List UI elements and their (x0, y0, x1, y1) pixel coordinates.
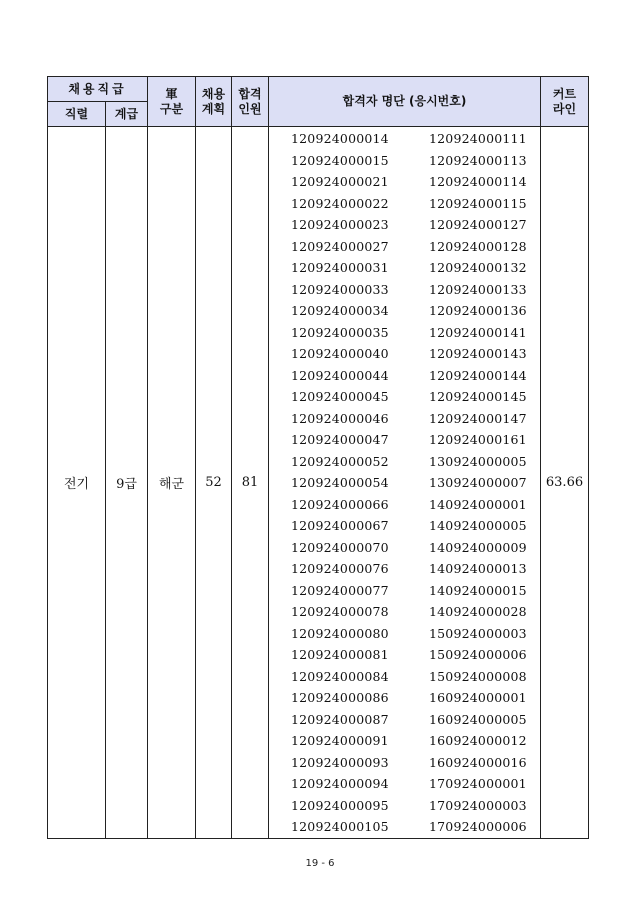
passer-number-right: 120924000113 (429, 152, 527, 168)
header-group: 채용직급 (48, 77, 148, 102)
passer-number-left: 120924000077 (291, 582, 389, 598)
passer-number-left: 120924000076 (291, 561, 389, 576)
cell-passed: 81 (232, 127, 269, 839)
passer-number-left: 120924000045 (291, 389, 389, 404)
header-branch (148, 77, 196, 127)
passer-number-right: 120924000141 (429, 324, 527, 340)
passer-number-left: 120924000044 (291, 367, 389, 383)
header-passed-label: 합격 인원 (238, 86, 262, 116)
roster-table (47, 76, 589, 839)
passer-number-right: 160924000001 (429, 690, 527, 705)
passer-number-left: 120924000040 (291, 346, 389, 361)
passer-number-left: 120924000034 (291, 303, 389, 318)
passer-number-left: 120924000087 (291, 711, 389, 727)
header-grade: 계급 (106, 102, 148, 127)
passer-number-left: 120924000078 (291, 604, 389, 619)
passer-number-right: 150924000008 (429, 668, 527, 684)
passer-number-left: 120924000054 (291, 475, 389, 490)
passer-number-right: 140924000009 (429, 539, 527, 555)
cell-plan: 52 (196, 127, 232, 839)
passer-number-left: 120924000070 (291, 539, 389, 555)
passer-number-left: 120924000091 (291, 733, 389, 748)
passer-number-right: 160924000016 (429, 754, 527, 770)
cell-job-series: 전기 (48, 127, 106, 839)
passer-number-right: 120924000147 (429, 410, 527, 426)
cell-cutline: 63.66 (541, 127, 589, 839)
passer-number-left: 120924000081 (291, 647, 389, 662)
passer-number-right: 120924000128 (429, 238, 527, 254)
passer-number-right: 120924000114 (429, 174, 527, 189)
passer-number-left: 120924000094 (291, 776, 389, 791)
page-number: 19 - 6 (305, 858, 335, 869)
passer-number-right: 120924000144 (429, 367, 527, 383)
passer-number-right: 130924000005 (429, 453, 527, 469)
header-cutline-label: 커트 라인 (552, 86, 577, 116)
passer-list-cell (269, 127, 541, 839)
header-plan-label: 채용 계획 (201, 86, 226, 116)
header-plan (196, 77, 232, 127)
passer-number-right: 120924000127 (429, 217, 527, 232)
passer-number-right: 120924000136 (429, 303, 527, 318)
passer-number-right: 160924000012 (429, 733, 527, 748)
passer-number-left: 120924000015 (291, 152, 389, 168)
passer-number-right: 140924000001 (429, 496, 527, 512)
passer-number-left: 120924000014 (291, 131, 389, 146)
passer-number-right: 140924000015 (429, 582, 527, 598)
passer-number-right: 140924000028 (429, 604, 527, 619)
passer-number-right: 130924000007 (429, 475, 527, 490)
passer-number-left: 120924000031 (291, 260, 389, 275)
passer-number-left: 120924000067 (291, 518, 389, 533)
header-cutline (541, 77, 589, 127)
header-branch-label: 軍 구분 (159, 86, 184, 116)
passer-number-right: 150924000003 (429, 625, 527, 641)
header-list: 합격자 명단 (응시번호) (269, 77, 541, 127)
passer-number-left: 120924000047 (291, 432, 389, 447)
passer-number-right: 120924000145 (429, 389, 527, 404)
passer-number-left: 120924000022 (291, 195, 389, 211)
passer-number-right: 170924000006 (429, 819, 527, 834)
passer-number-left: 120924000095 (291, 797, 389, 813)
passer-number-left: 120924000021 (291, 174, 389, 189)
passer-number-left: 120924000086 (291, 690, 389, 705)
cell-branch: 해군 (148, 127, 196, 839)
passer-number-left: 120924000084 (291, 668, 389, 684)
passer-number-left: 120924000105 (291, 819, 389, 834)
passer-number-right: 170924000003 (429, 797, 527, 813)
passer-number-left: 120924000052 (291, 453, 389, 469)
passer-number-left: 120924000080 (291, 625, 389, 641)
cell-grade: 9급 (106, 127, 148, 839)
data-row (48, 127, 589, 839)
passer-number-left: 120924000093 (291, 754, 389, 770)
passer-number-right: 150924000006 (429, 647, 527, 662)
passer-number-right: 170924000001 (429, 776, 527, 791)
passer-number-right: 120924000115 (429, 195, 527, 211)
passer-number-left: 120924000035 (291, 324, 389, 340)
passer-number-right: 120924000161 (429, 432, 527, 447)
header-passed (232, 77, 269, 127)
passer-list (269, 127, 540, 838)
passer-number-right: 160924000005 (429, 711, 527, 727)
passer-number-left: 120924000046 (291, 410, 389, 426)
passer-number-left: 120924000033 (291, 281, 389, 297)
passer-number-right: 120924000132 (429, 260, 527, 275)
passer-number-left: 120924000066 (291, 496, 389, 512)
header-job-series: 직렬 (48, 102, 106, 127)
passer-number-right: 140924000013 (429, 561, 527, 576)
passer-number-right: 120924000143 (429, 346, 527, 361)
passer-number-right: 140924000005 (429, 518, 527, 533)
passer-number-right: 120924000111 (429, 131, 527, 146)
passer-number-left: 120924000027 (291, 238, 389, 254)
header-row-1 (48, 77, 589, 102)
passer-number-right: 120924000133 (429, 281, 527, 297)
passer-number-left: 120924000023 (291, 217, 389, 232)
